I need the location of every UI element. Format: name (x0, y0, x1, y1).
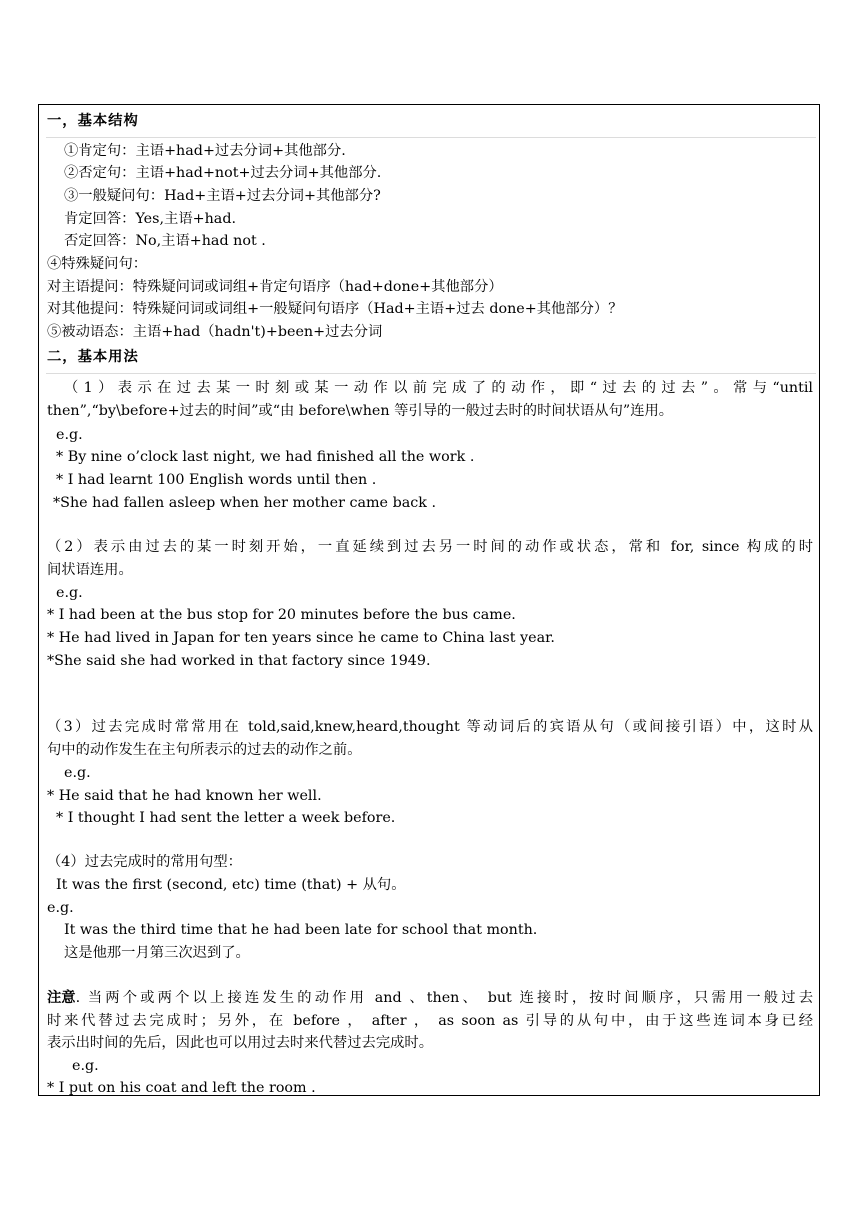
usage2-example: * He had lived in Japan for ten years since he came to China last year. (47, 630, 555, 646)
usage2-eg: e.g. (56, 585, 83, 601)
usage2-line1: （2）表示由过去的某一时刻开始，一直延续到过去另一时间的动作或状态，常和 for, since 构成的时 (47, 539, 813, 555)
usage1-line1: （1）表示在过去某一时刻或某一动作以前完成了的动作，即“过去的过去”。常与“until (64, 380, 813, 396)
usage1-example: * By nine o’clock last night, we had finished all the work . (56, 449, 475, 465)
usage2-line2: 间状语连用。 (47, 562, 133, 578)
no-answer: 否定回答：No,主语+had not . (64, 233, 266, 249)
usage2-example: * I had been at the bus stop for 20 minutes before the bus came. (47, 607, 516, 623)
usage4-eg: e.g. (47, 900, 74, 916)
note-label: 注意 (47, 990, 76, 1006)
usage3-line1: （3）过去完成时常常用在 told,said,knew,heard,thought 等动词后的宾语从句（或间接引语）中，这时从 (47, 719, 813, 735)
section2-heading: 二，基本用法 (47, 349, 139, 365)
usage4-pattern: It was the first (second, etc) time (that) + 从句。 (56, 877, 406, 893)
note-line2: 时来代替过去完成时；另外，在 before ， after ， as soon as 引导的从句中，由于这些连词本身已经 (47, 1013, 813, 1029)
usage3-example: * He said that he had known her well. (47, 788, 322, 804)
negative-structure: ②否定句：主语+had+not+过去分词+其他部分. (64, 165, 382, 181)
note-example: * I put on his coat and left the room . (47, 1080, 316, 1096)
note-line1 (47, 987, 813, 1009)
yes-answer: 肯定回答：Yes,主语+had. (64, 211, 237, 227)
usage1-example: * I had learnt 100 English words until then . (56, 472, 377, 488)
question-structure: ③一般疑问句：Had+主语+过去分词+其他部分? (64, 188, 381, 204)
usage4-translation: 这是他那一月第三次迟到了。 (64, 945, 250, 961)
special-question: ④特殊疑问句： (47, 256, 148, 272)
usage4-line1: （4）过去完成时的常用句型： (47, 854, 242, 870)
usage1-eg: e.g. (56, 427, 83, 443)
heading-divider (46, 137, 816, 138)
note-eg: e.g. (72, 1058, 99, 1074)
affirmative-structure: ①肯定句：主语+had+过去分词+其他部分. (64, 143, 346, 159)
usage3-eg: e.g. (64, 765, 91, 781)
usage4-example: It was the third time that he had been late for school that month. (64, 922, 538, 938)
usage3-line2: 句中的动作发生在主句所表示的过去的动作之前。 (47, 742, 362, 758)
section1-heading: 一，基本结构 (47, 113, 139, 129)
heading-divider (46, 373, 816, 374)
usage2-example: *She said she had worked in that factory since 1949. (47, 653, 431, 669)
subject-question: 对主语提问：特殊疑问词或词组+肯定句语序（had+done+其他部分） (47, 279, 503, 295)
note-line3: 表示出时间的先后，因此也可以用过去时来代替过去完成时。 (47, 1035, 434, 1051)
note-text: . 当两个或两个以上接连发生的动作用 and 、then、 but 连接时，按时间顺序，只需用一般过去 (75, 990, 813, 1006)
usage1-line2: then”,“by\before+过去的时间”或“由 before\when 等引导的一般过去时的时间状语从句”连用。 (47, 403, 674, 419)
usage1-example: *She had fallen asleep when her mother came back . (53, 495, 437, 511)
usage3-example: * I thought I had sent the letter a week before. (56, 810, 396, 826)
passive-voice: ⑤被动语态：主语+had（hadn't)+been+过去分词 (47, 324, 383, 340)
other-question: 对其他提问：特殊疑问词或词组+一般疑问句语序（Had+主语+过去 done+其他部分）？ (47, 301, 623, 317)
